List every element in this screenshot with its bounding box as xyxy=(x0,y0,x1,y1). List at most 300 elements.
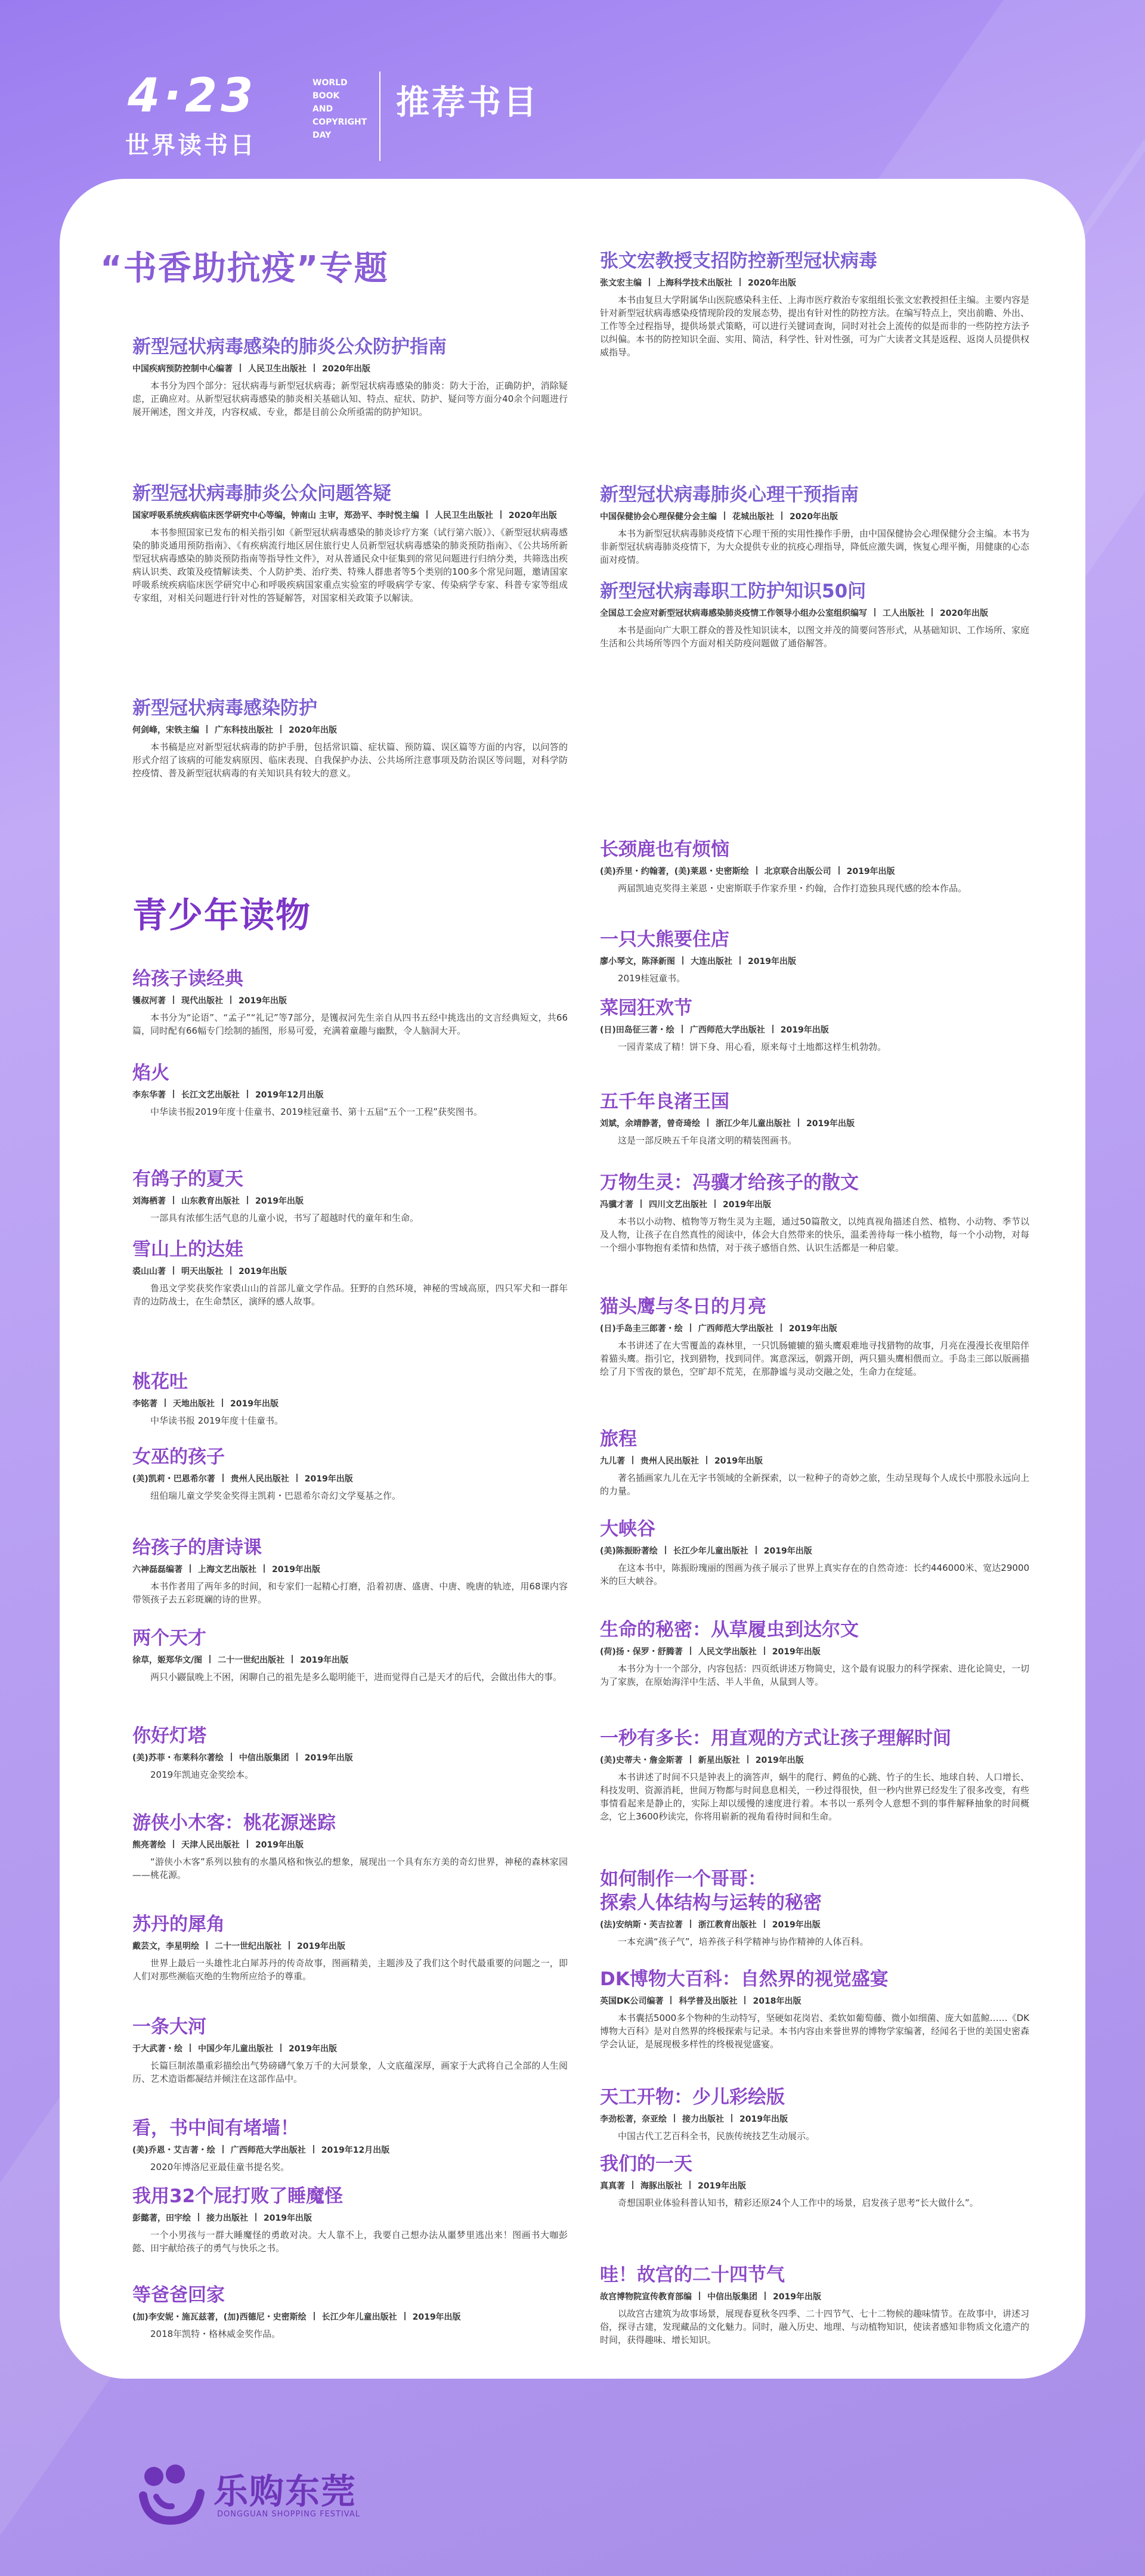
meta-separator xyxy=(231,1753,232,1761)
book-description: 著名插画家九儿在无字书领域的全新探索，以一粒种子的奇妙之旅，生动呈现每个人成长中那股永远向上的力量。 xyxy=(600,1473,1030,1496)
book-meta xyxy=(600,865,1029,878)
book-meta xyxy=(600,1455,1029,1468)
book-description: 本书以小动物、植物等万物生灵为主题，通过50篇散文，以纯真视角描述自然、植物、小动物、季节以及人物，让孩子在自然真性的阅读中，体会大自然带来的快乐，温柔善待每一株小植物，每一个小动物，对每一个细小事物抱有柔情和热情，对于孩子感悟自然、认识生活都是一种启蒙。 xyxy=(600,1216,1030,1253)
book-entry xyxy=(132,1238,568,1308)
book-description: 本书由复旦大学附属华山医院感染科主任、上海市医疗救治专家组组长张文宏教授担任主编。主要内容是针对新型冠状病毒感染疫情现阶段的发展态势，提出有针对性的防控方法。在编写特点上，突出前瞻、外出、工作等全过程指导，提供场景式策略，可以进行关键词查询，同时对社会上流传的似是而非的一些防控方法予以纠偏。本书的防控知识全面、实用、简洁，科学性、针对性强，可为广大读者文其是返程、返岗人员提供权威指导。 xyxy=(600,295,1030,358)
meta-separator xyxy=(222,1474,224,1482)
logo-number: 4·23 xyxy=(128,69,257,123)
meta-separator xyxy=(173,1090,174,1098)
meta-separator xyxy=(190,1564,191,1573)
book-meta-item: (美)史蒂夫・詹金斯著 xyxy=(600,1756,683,1765)
book-meta-item: 真真著 xyxy=(600,2181,625,2191)
meta-separator xyxy=(404,2312,406,2320)
book-entry xyxy=(132,482,568,605)
book-description: 两只小鼹鼠晚上不困，闲聊自己的祖先是多么聪明能干，进而觉得自己是天才的后代，会做出伟大的事。 xyxy=(150,1672,562,1682)
book-meta-item: 2020年出版 xyxy=(790,512,838,522)
book-meta xyxy=(600,2290,1029,2304)
book-meta-item: 故宫博物院宣传教育部编 xyxy=(600,2292,692,2302)
book-title: 长颈鹿也有烦恼 xyxy=(600,839,729,860)
meta-separator xyxy=(500,510,502,519)
book-entry xyxy=(132,1724,568,1781)
book-description: 2020年博洛尼亚最佳童书提名奖。 xyxy=(150,2162,290,2172)
book-meta-item: 新星出版社 xyxy=(698,1756,740,1765)
book-title: 雪山上的达娃 xyxy=(132,1239,243,1260)
book-title: 你好灯塔 xyxy=(132,1725,206,1747)
book-meta-item: 六神磊磊编著 xyxy=(132,1565,182,1574)
book-meta-item: 广西师范大学出版社 xyxy=(689,1025,765,1035)
meta-separator xyxy=(280,725,281,733)
book-title: 两个天才 xyxy=(132,1628,206,1649)
book-description: 纽伯瑞儿童文学奖金奖得主凯莉・巴恩希尔奇幻文学戛基之作。 xyxy=(150,1490,401,1501)
book-description: 本书稿是应对新型冠状病毒的防护手册，包括常识篇、症状篇、预防篇、误区篇等方面的内容，以问答的形式介绍了该病的可能发病原因、临床表现、自我保护办法、公共场所注意事项及防治误区等问题，对科学防控疫情、普及新型冠状病毒的有关知识具有较大的意义。 xyxy=(132,742,568,779)
book-description: 本书囊括5000多个物种的生动特写，坚硬如花岗岩、柔软如葡萄藤、微小如细菌、庞大如蓝鲸……《DK博物大百科》是对自然界的终极探索与记录。本书内容由来誉世界的博物学家编著，经闻名于世的美国史密森学会认证，是展现极多样性的终极视觉盛宴。 xyxy=(600,2013,1030,2050)
book-entry xyxy=(132,2116,568,2174)
section-title-antiepidemic: “书香助抗疫”专题 xyxy=(100,249,389,288)
meta-separator xyxy=(255,2213,256,2221)
book-title: 给孩子读经典 xyxy=(132,968,243,990)
book-meta-item: 科学普及出版社 xyxy=(679,1997,738,2006)
book-description: 本书分为十一个部分，内容包括：四页纸讲述万物简史，这个最有说服力的科学探索、进化论简史，一切为了家族，在原始海洋中生活、半人半鱼，从鼠到人等。 xyxy=(600,1663,1030,1687)
book-meta-item: 2019年出版 xyxy=(772,1920,821,1930)
book-meta xyxy=(600,2180,1029,2193)
book-meta-item: 天津人民出版社 xyxy=(181,1840,240,1850)
book-entry xyxy=(600,1171,1029,1254)
logo-cn: 世界读书日 xyxy=(125,132,256,159)
meta-separator xyxy=(314,2312,315,2320)
meta-separator xyxy=(173,1266,174,1275)
book-meta-item: 2020年出版 xyxy=(289,726,337,735)
meta-separator xyxy=(230,1266,231,1275)
book-entry xyxy=(132,1811,568,1881)
book-description: 中国古代工艺百科全书，民族传统技艺生动展示。 xyxy=(618,2131,815,2141)
book-meta-item: 刘斌，余靖静著，曾奇琦绘 xyxy=(600,1119,700,1129)
book-description: 中华读书报2019年度十佳童书、2019桂冠童书、第十五届“五个一工程”获奖图书。 xyxy=(150,1106,482,1117)
meta-separator xyxy=(838,866,840,875)
meta-separator xyxy=(699,2292,700,2300)
book-meta-item: 李东华著 xyxy=(132,1090,166,1100)
book-description: 中华读书报 2019年度十佳童书。 xyxy=(150,1415,283,1426)
book-description: 本书分为四个部分：冠状病毒与新型冠状病毒；新型冠状病毒感染的肺炎：防大于治，正确防护，消除疑虑，正确应对。从新型冠状病毒感染的肺炎相关基础认知、特点、症状、防护、疑问等方面分40余个问题进行展开阐述，图文并茂，内容权威、专业，都是目前公众所亟需的防护知识。 xyxy=(132,380,568,417)
meta-separator xyxy=(296,1753,298,1761)
book-entry xyxy=(132,696,568,780)
logo-en: WORLD BOOK AND COPYRIGHT DAY xyxy=(312,78,367,140)
book-meta-item: 张文宏主编 xyxy=(600,278,642,288)
book-meta-item: 接力出版社 xyxy=(682,2115,724,2124)
book-meta xyxy=(600,2113,1029,2126)
meta-separator xyxy=(739,956,741,965)
book-meta-item: 李劲松著，奈亚绘 xyxy=(600,2115,667,2124)
book-meta xyxy=(600,1322,1029,1335)
book-meta-item: 2019年出版 xyxy=(763,1546,812,1556)
book-meta-item: 2019年出版 xyxy=(412,2312,461,2322)
meta-separator xyxy=(206,1941,208,1949)
meta-separator xyxy=(690,1647,691,1655)
book-meta-item: 工人出版社 xyxy=(883,609,924,618)
meta-separator xyxy=(706,1456,707,1464)
book-title: 张文宏教授支招防控新型冠状病毒 xyxy=(600,250,877,272)
book-meta-item: (荷)扬・保罗・舒腾著 xyxy=(600,1647,683,1657)
book-meta-item: 明天出版社 xyxy=(181,1267,223,1276)
book-meta-item: (美)乔里・约翰著，(美)莱恩・史密斯绘 xyxy=(600,867,749,876)
book-meta-item: (美)凯莉・巴恩希尔著 xyxy=(132,1474,215,1484)
book-meta-item: 2019年出版 xyxy=(289,2044,337,2054)
meta-separator xyxy=(665,1546,666,1554)
book-meta-item: 中信出版集团 xyxy=(239,1753,289,1763)
meta-separator xyxy=(739,278,741,286)
meta-separator xyxy=(798,1118,799,1127)
book-title: 焰火 xyxy=(132,1062,169,1084)
meta-separator xyxy=(640,1199,642,1208)
meta-separator xyxy=(198,2213,199,2221)
book-meta-item: 2019年出版 xyxy=(846,867,895,876)
book-title: DK博物大百科：自然界的视觉盛宴 xyxy=(600,1969,889,1990)
book-meta-item: 花城出版社 xyxy=(732,512,774,522)
book-entry xyxy=(600,1517,1029,1588)
meta-separator xyxy=(731,2114,732,2122)
book-meta-item: (美)陈振盼著绘 xyxy=(600,1546,658,1556)
logo-divider xyxy=(379,72,380,161)
book-meta-item: (日)田岛征三著・绘 xyxy=(600,1025,674,1035)
book-meta-item: 2019年出版 xyxy=(714,1456,763,1466)
book-meta xyxy=(600,1545,1029,1558)
book-meta-item: 全国总工会应对新型冠状病毒感染肺炎疫情工作领导小组办公室组织编写 xyxy=(600,609,867,618)
book-meta xyxy=(132,2042,568,2056)
book-meta-item: 于大武著・绘 xyxy=(132,2044,182,2054)
book-title: 新型冠状病毒肺炎心理干预指南 xyxy=(600,484,859,506)
book-description: 两届凯迪克奖得主莱恩・史密斯联手作家乔里・约翰，合作打造独具现代感的绘本作品。 xyxy=(618,883,967,894)
footer-logo-cn: 乐购东莞 xyxy=(213,2471,357,2512)
meta-separator xyxy=(209,1655,211,1663)
meta-separator xyxy=(247,1840,248,1848)
meta-separator xyxy=(649,278,650,286)
book-entry xyxy=(600,1618,1029,1688)
book-description: 一园青菜成了精！饼下身、用心看，原来每寸土地都这样生机勃勃。 xyxy=(618,1041,887,1052)
book-meta-item: 2019年出版 xyxy=(755,1756,804,1765)
content-card xyxy=(60,179,1085,2379)
book-meta-item: 镬叔河著 xyxy=(132,996,166,1006)
book-meta-item: 何剑峰，宋铁主编 xyxy=(132,726,199,735)
meta-separator xyxy=(781,512,782,520)
book-title: 如何制作一个哥哥： 探索人体结构与运转的秘密 xyxy=(600,1868,822,1914)
meta-separator xyxy=(674,2114,675,2122)
book-meta-item: 2019年出版 xyxy=(297,1942,345,1951)
meta-separator xyxy=(165,1399,166,1407)
book-meta xyxy=(132,509,568,522)
book-meta-item: 2019年出版 xyxy=(239,996,287,1006)
book-title: 大峡谷 xyxy=(600,1518,655,1540)
book-title: 新型冠状病毒感染的肺炎公众防护指南 xyxy=(132,336,447,358)
book-meta-item: 上海文艺出版社 xyxy=(198,1565,256,1574)
meta-separator xyxy=(190,2044,191,2052)
meta-separator xyxy=(230,996,231,1004)
book-meta-item: 长江少年儿童出版社 xyxy=(321,2312,397,2322)
book-description: 长篇巨制浓墨重彩描绘出气势磅礴气象万千的大河景象，人文底蕴深厚，画家于大武将自己全部的人生阅历、艺术造诣都凝结并倾注在这部作品中。 xyxy=(132,2060,568,2084)
meta-separator xyxy=(280,2044,281,2052)
book-meta-item: 2019年出版 xyxy=(723,1200,771,1210)
book-title: 万物生灵：冯骥才给孩子的散文 xyxy=(600,1172,859,1194)
book-title: 我们的一天 xyxy=(600,2153,692,2175)
book-meta-item: 贵州人民出版社 xyxy=(640,1456,699,1466)
book-entry xyxy=(600,1427,1029,1498)
meta-separator xyxy=(932,608,933,616)
book-meta-item: 2019年出版 xyxy=(239,1267,287,1276)
meta-separator xyxy=(206,725,208,733)
book-title: 旅程 xyxy=(600,1428,637,1450)
book-entry xyxy=(132,1061,568,1118)
meta-separator xyxy=(690,1323,691,1332)
book-meta-item: 天地出版社 xyxy=(173,1399,215,1409)
meta-separator xyxy=(314,364,315,372)
book-meta-item: 2019年出版 xyxy=(255,1840,304,1850)
book-title: 等爸爸回家 xyxy=(132,2284,225,2306)
meta-separator xyxy=(289,1941,290,1949)
book-meta-item: 熊亮著绘 xyxy=(132,1840,166,1850)
book-meta-item: 2019年出版 xyxy=(304,1753,353,1763)
book-meta-item: 徐草，姬郑华文/图 xyxy=(132,1656,203,1665)
book-meta xyxy=(132,1839,568,1852)
book-meta xyxy=(132,1654,568,1667)
meta-separator xyxy=(173,996,174,1004)
book-meta-item: 广西师范大学出版社 xyxy=(230,2146,306,2155)
book-meta-item: (美)乔恩・艾吉著・绘 xyxy=(132,2146,215,2155)
meta-separator xyxy=(744,1996,745,2004)
book-entry xyxy=(132,1445,568,1502)
book-description: 世界上最后一头雄性北白犀苏丹的传奇故事，图画精美，主题涉及了我们这个时代最重要的问题之一，即人们对那些濒临灭绝的生物所应给予的尊重。 xyxy=(132,1958,568,1982)
book-meta xyxy=(600,1117,1029,1130)
book-meta-item: 人民文学出版社 xyxy=(698,1647,757,1657)
book-entry xyxy=(600,1726,1029,1823)
footer-logo-en: DONGGUAN SHOPPING FESTIVAL xyxy=(217,2510,360,2519)
meta-separator xyxy=(764,1647,765,1655)
book-meta-item: 北京联合出版公司 xyxy=(764,867,831,876)
meta-separator xyxy=(222,2145,224,2153)
meta-separator xyxy=(264,1564,265,1573)
book-meta-item: 英国DK公司编著 xyxy=(600,1997,664,2006)
book-title: 生命的秘密：从草履虫到达尔文 xyxy=(600,1619,859,1641)
book-meta-item: 上海科学技术出版社 xyxy=(657,278,732,288)
book-entry xyxy=(600,1967,1029,2051)
book-meta-item: 彭懿著，田宇绘 xyxy=(132,2214,191,2223)
book-entry xyxy=(600,2085,1029,2143)
book-meta-item: 人民卫生出版社 xyxy=(434,511,493,520)
meta-separator xyxy=(247,1196,248,1204)
book-meta-item: 冯骥才著 xyxy=(600,1200,633,1210)
book-description: 一本充满“孩子气”，培养孩子科学精神与协作精神的人体百科。 xyxy=(618,1936,869,1947)
book-meta xyxy=(132,362,568,376)
meta-separator xyxy=(247,1090,248,1098)
book-meta-item: 国家呼吸系统疾病临床医学研究中心等编，钟南山 主审，郑劲平、李时悦主编 xyxy=(132,511,419,520)
meta-separator xyxy=(781,1323,782,1332)
book-entry xyxy=(132,2184,568,2255)
book-description: 奇想国职业体验科普认知书，精彩还原24个人工作中的场景，启发孩子思考“长大做什么”。 xyxy=(618,2197,979,2208)
meta-separator xyxy=(764,1920,765,1928)
book-meta-item: 2019年出版 xyxy=(773,2292,821,2302)
book-meta-item: 四川文艺出版社 xyxy=(649,1200,707,1210)
meta-separator xyxy=(747,1755,748,1763)
book-meta xyxy=(600,277,1029,290)
book-entry xyxy=(132,335,568,419)
book-meta-item: 浙江教育出版社 xyxy=(698,1920,757,1930)
book-meta-item: 2019年12月出版 xyxy=(255,1090,324,1100)
book-meta-item: 2019年出版 xyxy=(255,1196,304,1206)
book-meta-item: 大连出版社 xyxy=(691,957,732,966)
book-title: 天工开物：少儿彩绘版 xyxy=(600,2087,785,2108)
book-entry xyxy=(600,1867,1029,1948)
book-meta xyxy=(600,1754,1029,1767)
meta-separator xyxy=(682,1025,683,1033)
book-entry xyxy=(132,2015,568,2085)
book-entry xyxy=(132,2283,568,2341)
meta-separator xyxy=(313,2145,314,2153)
book-meta-item: 2019年12月出版 xyxy=(321,2146,390,2155)
book-title: 猫头鹰与冬日的月亮 xyxy=(600,1296,766,1318)
book-meta-item: 2020年出版 xyxy=(748,278,796,288)
meta-separator xyxy=(690,1920,691,1928)
book-description: 本书参照国家已发布的相关指引如《新型冠状病毒感染的肺炎诊疗方案（试行第六版）》、《新型冠状病毒感染的肺炎通用预防指南》、《有疾病流行地区居住旅行史人员新型冠状病毒感染的肺炎预防指南》、《公共场所新型冠状病毒感染的肺炎预防指南等指导性文件》，对从普通民众中征集到的常见问题进行归纳分类，共筛选出疾病认识类、政策及疫情解读类、个人防护类、治疗类、特殊人群患者等5个类别的100多个常见问题，邀请国家呼吸系统疾病临床医学研究中心和呼吸疾病国家重点实验室的呼吸病学专家、传染病学专家、科普专家等组成专家组，对相关问题进行针对性的答疑解答，对国家相关政策予以解读。 xyxy=(132,527,568,603)
book-title: 一条大河 xyxy=(132,2016,206,2038)
book-entry xyxy=(600,483,1029,566)
book-meta xyxy=(132,2144,568,2157)
meta-separator xyxy=(240,364,241,372)
meta-separator xyxy=(292,1655,293,1663)
book-description: 一部具有浓郁生活气息的儿童小说，书写了超越时代的童年和生命。 xyxy=(150,1213,419,1223)
meta-separator xyxy=(756,1546,757,1554)
meta-separator xyxy=(173,1196,174,1204)
book-entry xyxy=(132,1167,568,1225)
book-meta-item: 廖小琴文，陈泽新图 xyxy=(600,957,675,966)
book-title: 我用32个屁打败了睡魔怪 xyxy=(132,2186,344,2207)
book-meta-item: 贵州人民出版社 xyxy=(230,1474,289,1484)
meta-separator xyxy=(707,1118,708,1127)
book-meta xyxy=(132,1940,568,1953)
book-meta xyxy=(600,1645,1029,1659)
book-title: 有鸽子的夏天 xyxy=(132,1168,243,1190)
book-meta-item: 广西师范大学出版社 xyxy=(698,1324,773,1334)
meta-separator xyxy=(682,956,683,965)
book-entry xyxy=(600,996,1029,1053)
book-meta-item: (日)手岛圭三郎著・绘 xyxy=(600,1324,683,1334)
book-meta xyxy=(132,1752,568,1765)
book-entry xyxy=(132,967,568,1037)
book-title: 菜园狂欢节 xyxy=(600,997,692,1019)
meta-separator xyxy=(689,2181,691,2189)
book-meta-item: 2020年出版 xyxy=(508,511,557,520)
book-description: 2019桂冠童书。 xyxy=(618,973,686,984)
book-description: 本书讲述了在大雪覆盖的森林里，一只饥肠辘辘的猫头鹰艰难地寻找猎物的故事，月亮在漫漫长夜里陪伴着猫头鹰。指引它，找到猎物，找到同伴。寓意深远，朝露开朗，两只猫头鹰相偎而立。手岛圭三郎以版画描绘了月下雪夜的景色，空旷却不荒芜，在那静谧与灵动交融之处，生命力在绽延。 xyxy=(600,1340,1030,1377)
book-meta-item: 2019年出版 xyxy=(698,2181,746,2191)
book-entry xyxy=(132,1536,568,1606)
book-meta-item: 接力出版社 xyxy=(206,2214,248,2223)
book-meta xyxy=(132,1089,568,1102)
book-meta xyxy=(132,1473,568,1486)
book-title: 看，书中间有堵墙！ xyxy=(132,2118,299,2139)
book-meta xyxy=(600,510,1029,523)
meta-separator xyxy=(632,1456,633,1464)
book-meta-item: 二十一世纪出版社 xyxy=(218,1656,285,1665)
book-meta xyxy=(132,994,568,1008)
book-meta-item: 2019年出版 xyxy=(806,1119,855,1129)
book-entry xyxy=(132,1912,568,1983)
header xyxy=(0,0,1145,167)
book-title: 新型冠状病毒感染防护 xyxy=(132,698,317,719)
book-meta-item: 海豚出版社 xyxy=(640,2181,682,2191)
book-description: 在这本书中，陈振盼瑰丽的图画为孩子展示了世界上真实存在的自然奇迹：长约446000米、宽达29000米的巨大峡谷。 xyxy=(600,1563,1029,1586)
book-title: 新型冠状病毒职工防护知识50问 xyxy=(600,581,867,602)
book-entry xyxy=(600,2152,1029,2209)
book-meta-item: 李铭著 xyxy=(132,1399,157,1409)
book-meta-item: 中国保健协会心理保健分会主编 xyxy=(600,512,717,522)
meta-separator xyxy=(765,2292,766,2300)
meta-separator xyxy=(756,866,757,875)
book-entry xyxy=(132,1370,568,1427)
book-entry xyxy=(600,579,1029,650)
book-meta xyxy=(600,1918,1029,1932)
book-description: 本书讲述了时间不只是钟表上的滴答声，蜗牛的爬行、鳄鱼的心跳、竹子的生长、地球自转、人口增长、科技发明、资源消耗，世间万物都与时间息息相关，一秒过得很快，但一秒内世界已经发生了很多改变，有些事情看起来是静止的，实际上却以缓慢的速度进行着。本书以一系列令人意想不到的事件解释抽象的时间概念，它上3600秒读完，你将用崭新的视角看待时间和生命。 xyxy=(600,1772,1030,1822)
book-description: 这是一部反映五千年良渚文明的精装图画书。 xyxy=(618,1135,797,1146)
book-meta xyxy=(600,955,1029,968)
book-meta-item: 2019年出版 xyxy=(788,1324,837,1334)
meta-separator xyxy=(690,1755,691,1763)
meta-separator xyxy=(173,1840,174,1848)
book-title: 新型冠状病毒肺炎公众问题答疑 xyxy=(132,483,391,504)
book-meta xyxy=(132,2212,568,2225)
book-description: 本书作者用了两年多的时间，和专家们一起精心打磨，沿着初唐、盛唐、中唐、晚唐的轨迹，用68课内容带领孩子去五彩斑斓的诗的世界。 xyxy=(132,1581,568,1605)
book-meta xyxy=(132,1265,568,1278)
book-meta-item: 现代出版社 xyxy=(181,996,223,1006)
book-description: 2018年凯特・格林威金奖作品。 xyxy=(150,2329,281,2339)
book-title: 一只大熊要住店 xyxy=(600,929,729,950)
book-meta-item: 2019年出版 xyxy=(300,1656,349,1665)
page-title: 推荐书目 xyxy=(396,83,539,122)
book-meta-item: 人民卫生出版社 xyxy=(248,364,307,374)
book-meta-item: 二十一世纪出版社 xyxy=(215,1942,281,1951)
book-meta-item: 长江少年儿童出版社 xyxy=(673,1546,748,1556)
book-meta-item: 广东科技出版社 xyxy=(215,726,273,735)
book-meta-item: 浙江少年儿童出版社 xyxy=(716,1119,791,1129)
book-meta-item: (加)李安妮・施瓦兹著，(加)西德尼・史密斯绘 xyxy=(132,2312,307,2322)
book-meta xyxy=(132,1397,568,1411)
book-meta-item: 裘山山著 xyxy=(132,1267,166,1276)
book-description: 一个小男孩与一群大睡魔怪的勇敢对决。大人靠不上，我要自己想办法从噩梦里逃出来！图画书大咖彭懿、田宇献给孩子的勇气与快乐之书。 xyxy=(132,2230,568,2253)
footer-logo xyxy=(138,2463,360,2528)
meta-separator xyxy=(222,1399,223,1407)
book-entry xyxy=(132,1626,568,1684)
meta-separator xyxy=(632,2181,633,2189)
meta-separator xyxy=(296,1474,298,1482)
book-title: 一秒有多长：用直观的方式让孩子理解时间 xyxy=(600,1728,951,1749)
book-meta-item: (美)苏菲・布莱科尔著绘 xyxy=(132,1753,224,1763)
section-title-youth: 青少年读物 xyxy=(132,895,312,935)
book-meta-item: 2019年出版 xyxy=(780,1025,829,1035)
book-meta xyxy=(600,1198,1029,1211)
book-meta-item: 中信出版集团 xyxy=(707,2292,757,2302)
book-title: 女巫的孩子 xyxy=(132,1446,225,1468)
book-meta xyxy=(600,607,1029,620)
book-description: 鲁迅文学奖获奖作家裘山山的首部儿童文学作品。狂野的自然环境，神秘的雪域高原，四只军犬和一群年青的边防战士，在生命禁区，演绎的感人故事。 xyxy=(132,1283,568,1307)
book-meta xyxy=(600,1995,1029,2008)
book-description: 2019年凯迪克金奖绘本。 xyxy=(150,1769,254,1780)
book-meta-item: 长江文艺出版社 xyxy=(181,1090,240,1100)
book-meta-item: 2019年出版 xyxy=(272,1565,320,1574)
book-meta-item: 2020年出版 xyxy=(322,364,370,374)
book-description: 本书为新型冠状病毒肺炎疫情下心理干预的实用性操作手册，由中国保健协会心理保健分会主编。本书为非新型冠状病毒肺炎疫情下，为大众提供专业的抗疫心理指导，降低应激失调，恢复心理平衡，用健康的心态面对疫情。 xyxy=(600,528,1030,565)
meta-separator xyxy=(670,1996,671,2004)
book-meta xyxy=(132,2311,568,2324)
book-meta-item: 中国少年儿童出版社 xyxy=(198,2044,273,2054)
book-meta-item: 2019年出版 xyxy=(748,957,796,966)
meta-separator xyxy=(874,608,875,616)
meta-separator xyxy=(426,510,428,519)
